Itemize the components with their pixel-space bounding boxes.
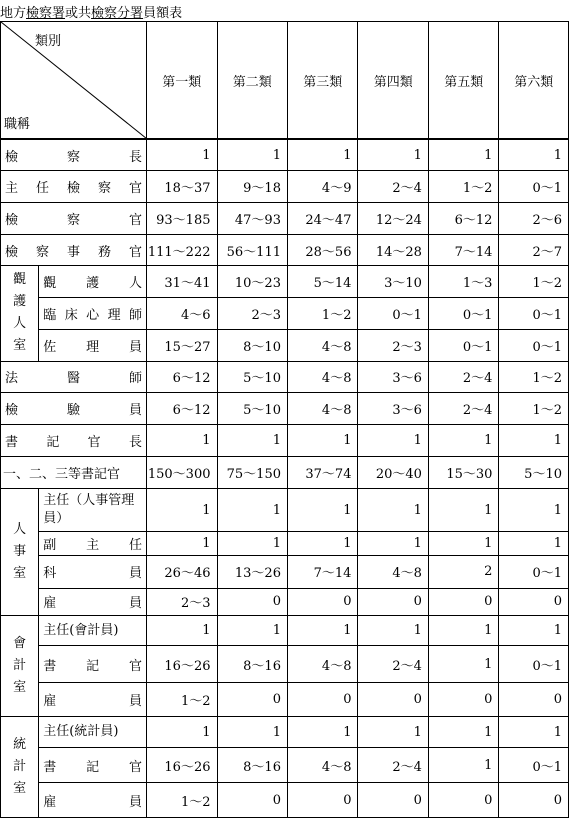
row-title: 一、二、三等書記官: [1, 456, 147, 488]
table-cell: 2～7: [499, 234, 569, 265]
group-label-guard: [1, 266, 39, 361]
table-cell: 1: [428, 139, 498, 170]
category-header: 第六類: [499, 22, 569, 140]
corner-category-label: 類別: [35, 34, 62, 49]
table-row: [1, 588, 569, 615]
staffing-table: [0, 21, 569, 818]
table-cell: 1: [499, 616, 569, 646]
table-row: [1, 330, 569, 361]
table-cell: 1～2: [147, 682, 217, 716]
table-row: [1, 456, 569, 488]
table-cell: 0～1: [499, 556, 569, 588]
title-part-underlined: 檢察分署: [91, 6, 144, 21]
table-row: [1, 489, 569, 532]
table-cell: 0～1: [428, 330, 498, 361]
category-header: 第五類: [428, 22, 498, 140]
table-cell: 47～93: [217, 203, 287, 234]
table-cell: 1: [499, 717, 569, 747]
table-cell: 4～8: [358, 556, 428, 588]
table-cell: 31～41: [147, 266, 217, 297]
title-part: 或共: [65, 6, 92, 21]
table-cell: 4～8: [287, 646, 357, 683]
table-cell: 1: [217, 717, 287, 747]
table-row: [1, 203, 569, 234]
table-cell: 5～10: [217, 393, 287, 425]
table-cell: 150～300: [147, 456, 217, 488]
table-cell: 1: [147, 717, 217, 747]
group-label-statistics: [1, 717, 39, 818]
table-cell: 8～16: [217, 646, 287, 683]
table-cell: 2～3: [358, 330, 428, 361]
group-label-text: 統計室: [13, 737, 27, 797]
table-row: [1, 393, 569, 425]
table-cell: 0: [287, 588, 357, 615]
table-cell: 0: [499, 682, 569, 716]
table-cell: 9～18: [217, 171, 287, 203]
row-title: 主任(會計員): [39, 616, 147, 646]
table-cell: 1～3: [428, 266, 498, 297]
table-cell: 1: [217, 489, 287, 532]
table-cell: 1: [428, 425, 498, 456]
table-cell: 0～1: [499, 171, 569, 203]
table-cell: 18～37: [147, 171, 217, 203]
table-cell: 56～111: [217, 234, 287, 265]
table-cell: 1: [358, 425, 428, 456]
table-cell: 1: [147, 531, 217, 555]
table-cell: 2～4: [428, 361, 498, 392]
table-cell: 1: [358, 616, 428, 646]
table-cell: 1: [147, 489, 217, 532]
table-row: [1, 266, 569, 297]
row-title: 佐理員: [39, 330, 147, 361]
table-row: [1, 646, 569, 683]
table-cell: 1～2: [287, 297, 357, 329]
table-cell: 75～150: [217, 456, 287, 488]
table-cell: 16～26: [147, 646, 217, 683]
table-cell: 0～1: [499, 747, 569, 782]
table-row: [1, 531, 569, 555]
table-cell: 1: [287, 717, 357, 747]
table-cell: 4～6: [147, 297, 217, 329]
table-cell: 28～56: [287, 234, 357, 265]
row-title: 檢驗員: [1, 393, 147, 425]
table-cell: 0: [428, 588, 498, 615]
table-row: [1, 171, 569, 203]
table-cell: 1: [287, 489, 357, 532]
table-cell: 0: [428, 783, 498, 818]
table-cell: 5～10: [499, 456, 569, 488]
table-cell: 1～2: [147, 783, 217, 818]
table-cell: 0～1: [428, 297, 498, 329]
table-cell: 2～3: [147, 588, 217, 615]
row-title: 雇員: [39, 783, 147, 818]
table-cell: 1～2: [499, 266, 569, 297]
row-title: 臨床心理師: [39, 297, 147, 329]
table-cell: 20～40: [358, 456, 428, 488]
table-cell: 0～1: [499, 330, 569, 361]
row-title: 檢察官: [1, 203, 147, 234]
table-cell: 3～6: [358, 361, 428, 392]
table-cell: 0: [217, 682, 287, 716]
group-label-text: 人事室: [13, 522, 27, 582]
corner-title-label: 職稱: [4, 117, 31, 133]
table-cell: 1: [287, 425, 357, 456]
category-header: 第三類: [287, 22, 357, 140]
table-cell: 10～23: [217, 266, 287, 297]
table-cell: 5～14: [287, 266, 357, 297]
document-title: [0, 2, 182, 21]
group-label-accounting: [1, 616, 39, 717]
table-cell: 6～12: [147, 393, 217, 425]
table-cell: 2～4: [358, 171, 428, 203]
table-cell: 3～6: [358, 393, 428, 425]
table-cell: 2～4: [358, 747, 428, 782]
table-row: [1, 425, 569, 456]
table-cell: 4～8: [287, 330, 357, 361]
table-cell: 1: [217, 616, 287, 646]
table-cell: 3～10: [358, 266, 428, 297]
table-cell: 93～185: [147, 203, 217, 234]
table-cell: 1～2: [428, 171, 498, 203]
table-cell: 26～46: [147, 556, 217, 588]
table-cell: 24～47: [287, 203, 357, 234]
row-title: 法醫師: [1, 361, 147, 392]
table-cell: 0: [499, 783, 569, 818]
table-cell: 1: [499, 489, 569, 532]
table-cell: 6～12: [428, 203, 498, 234]
row-title: 書記官長: [1, 425, 147, 456]
table-cell: 8～10: [217, 330, 287, 361]
row-title: 檢察事務官: [1, 234, 147, 265]
row-title: 主任（人事管理員）: [39, 489, 147, 532]
table-cell: 1: [217, 425, 287, 456]
table-row: [1, 361, 569, 392]
group-label-text: 觀護人室: [13, 272, 27, 354]
table-cell: 7～14: [428, 234, 498, 265]
table-row: [1, 139, 569, 170]
row-title: 主任(統計員): [39, 717, 147, 747]
group-label-text: 會計室: [13, 636, 27, 696]
table-cell: 1: [428, 489, 498, 532]
table-cell: 1: [358, 531, 428, 555]
table-cell: 0～1: [499, 646, 569, 683]
category-header: 第一類: [147, 22, 217, 140]
table-cell: 4～8: [287, 393, 357, 425]
title-part: 地方: [0, 6, 27, 21]
table-cell: 0: [358, 588, 428, 615]
table-cell: 1～2: [499, 393, 569, 425]
table-cell: 1: [499, 139, 569, 170]
table-cell: 15～27: [147, 330, 217, 361]
row-title: 副主任: [39, 531, 147, 555]
table-cell: 1: [287, 531, 357, 555]
category-header: 第二類: [217, 22, 287, 140]
table-cell: 1: [217, 139, 287, 170]
table-cell: 1: [428, 646, 498, 683]
corner-cell: [1, 22, 147, 140]
table-cell: 1: [147, 139, 217, 170]
table-cell: 8～16: [217, 747, 287, 782]
table-row: [1, 783, 569, 818]
table-cell: 2～3: [217, 297, 287, 329]
table-cell: 1: [217, 531, 287, 555]
table-cell: 0～1: [358, 297, 428, 329]
row-title: 觀護人: [39, 266, 147, 297]
table-cell: 1: [358, 489, 428, 532]
table-cell: 0: [217, 588, 287, 615]
table-cell: 1: [287, 616, 357, 646]
table-cell: 4～8: [287, 361, 357, 392]
group-label-personnel: [1, 489, 39, 616]
table-cell: 0: [287, 783, 357, 818]
table-cell: 37～74: [287, 456, 357, 488]
table-cell: 0: [217, 783, 287, 818]
category-header: 第四類: [358, 22, 428, 140]
table-cell: 0: [499, 588, 569, 615]
row-title: 雇員: [39, 682, 147, 716]
table-cell: 1: [358, 139, 428, 170]
table-cell: 1: [147, 425, 217, 456]
header-row: [1, 22, 569, 140]
table-cell: 1: [287, 139, 357, 170]
table-cell: 15～30: [428, 456, 498, 488]
row-title: 書記官: [39, 646, 147, 683]
row-title: 雇員: [39, 588, 147, 615]
table-cell: 0: [358, 682, 428, 716]
table-cell: 1: [428, 717, 498, 747]
row-title: 書記官: [39, 747, 147, 782]
table-cell: 2: [428, 556, 498, 588]
table-cell: 0: [287, 682, 357, 716]
table-cell: 13～26: [217, 556, 287, 588]
row-title: 科員: [39, 556, 147, 588]
table-cell: 2～4: [358, 646, 428, 683]
row-title: 檢察長: [1, 139, 147, 170]
table-cell: 4～8: [287, 747, 357, 782]
table-cell: 6～12: [147, 361, 217, 392]
table-cell: 0～1: [499, 297, 569, 329]
table-cell: 1: [428, 616, 498, 646]
table-cell: 1: [147, 616, 217, 646]
title-part-underlined: 檢察署: [26, 6, 66, 21]
table-cell: 0: [358, 783, 428, 818]
table-row: [1, 297, 569, 329]
table-row: [1, 234, 569, 265]
table-cell: 1: [499, 425, 569, 456]
table-cell: 16～26: [147, 747, 217, 782]
table-row: [1, 717, 569, 747]
title-part: 員額表: [143, 6, 183, 21]
table-row: [1, 747, 569, 782]
table-cell: 111～222: [147, 234, 217, 265]
table-cell: 1: [358, 717, 428, 747]
table-cell: 1: [499, 531, 569, 555]
table-cell: 1～2: [499, 361, 569, 392]
table-row: [1, 556, 569, 588]
table-cell: 4～9: [287, 171, 357, 203]
table-cell: 2～6: [499, 203, 569, 234]
table-cell: 1: [428, 747, 498, 782]
table-cell: 1: [428, 531, 498, 555]
table-cell: 14～28: [358, 234, 428, 265]
table-cell: 2～4: [428, 393, 498, 425]
table-row: [1, 682, 569, 716]
table-cell: 7～14: [287, 556, 357, 588]
table-cell: 0: [428, 682, 498, 716]
row-title: 主任檢察官: [1, 171, 147, 203]
table-cell: 12～24: [358, 203, 428, 234]
table-row: [1, 616, 569, 646]
table-cell: 5～10: [217, 361, 287, 392]
